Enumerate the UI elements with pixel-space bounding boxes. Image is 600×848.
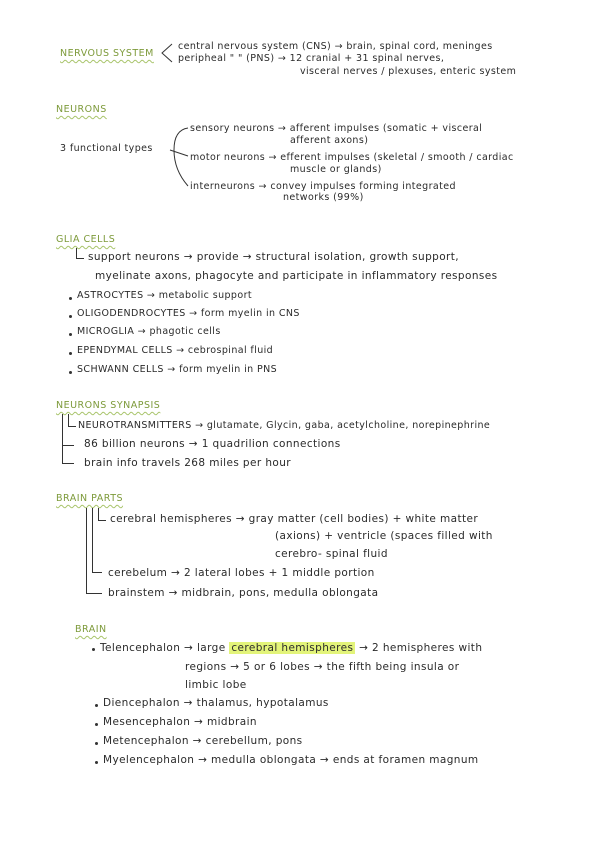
telencephalon-text-end: → 2 hemispheres with	[359, 642, 483, 654]
connector-line	[62, 445, 74, 446]
section-heading-nervous-system: NERVOUS SYSTEM	[60, 48, 154, 59]
bullet-icon	[92, 648, 95, 651]
brace-icon	[160, 42, 174, 64]
glia-item: ASTROCYTES → metabolic support	[77, 290, 252, 301]
section-heading-synapsis: NEURONS SYNAPSIS	[56, 400, 161, 411]
synapsis-item: NEUROTRANSMITTERS → glutamate, Glycin, gaba, acetylcholine, norepinephrine	[78, 420, 491, 431]
connector-line	[98, 520, 106, 521]
connector-line	[68, 414, 69, 426]
telencephalon-text: Telencephalon → large	[100, 642, 226, 654]
cerebral-hemispheres-cont: cerebro- spinal fluid	[275, 548, 388, 560]
synapsis-item: 86 billion neurons → 1 quadrilion connections	[84, 438, 341, 450]
bullet-icon	[69, 333, 72, 336]
synapsis-item: brain info travels 268 miles per hour	[84, 457, 291, 469]
connector-line	[86, 593, 102, 594]
connector-line	[68, 426, 76, 427]
brain-item: Mesencephalon → midbrain	[103, 716, 257, 728]
bullet-icon	[95, 761, 98, 764]
cns-line: central nervous system (CNS) → brain, spinal cord, meninges	[178, 41, 493, 52]
motor-neurons-cont: muscle or glands)	[290, 164, 382, 175]
telencephalon	[100, 642, 482, 654]
branch-arrows-icon	[168, 120, 190, 190]
section-heading-brain: BRAIN	[75, 624, 107, 635]
glia-support-cont: myelinate axons, phagocyte and participate in inflammatory responses	[95, 270, 498, 282]
bullet-icon	[69, 315, 72, 318]
telencephalon-cont: limbic lobe	[185, 679, 247, 691]
brain-item: Myelencephalon → medulla oblongata → ends at foramen magnum	[103, 754, 479, 766]
cerebral-hemispheres: cerebral hemispheres → gray matter (cell bodies) + white matter	[110, 513, 479, 525]
sensory-neurons: sensory neurons → afferent impulses (somatic + visceral	[190, 123, 483, 134]
bullet-icon	[95, 742, 98, 745]
connector-line	[92, 508, 93, 572]
pns-line-cont: visceral nerves / plexuses, enteric system	[300, 66, 517, 77]
brain-item: Metencephalon → cerebellum, pons	[103, 735, 303, 747]
connector-line	[98, 508, 99, 520]
connector-line	[62, 463, 74, 464]
section-heading-brain-parts: BRAIN PARTS	[56, 493, 124, 504]
bullet-icon	[69, 297, 72, 300]
cerebral-hemispheres-cont: (axions) + ventricle (spaces filled with	[275, 530, 493, 542]
interneurons: interneurons → convey impulses forming integrated	[190, 181, 456, 192]
section-heading-glia: GLIA CELLS	[56, 234, 116, 245]
functional-types-label: 3 functional types	[60, 143, 153, 154]
bullet-icon	[69, 371, 72, 374]
connector-line	[76, 258, 84, 259]
bullet-icon	[95, 704, 98, 707]
bullet-icon	[95, 723, 98, 726]
bullet-icon	[69, 352, 72, 355]
glia-support: support neurons → provide → structural isolation, growth support,	[88, 251, 460, 263]
section-heading-neurons: NEURONS	[56, 104, 107, 115]
glia-item: SCHWANN CELLS → form myelin in PNS	[77, 364, 278, 375]
telencephalon-cont: regions → 5 or 6 lobes → the fifth being insula or	[185, 661, 460, 673]
glia-item: MICROGLIA → phagotic cells	[77, 326, 221, 337]
connector-line	[86, 508, 87, 593]
brainstem: brainstem → midbrain, pons, medulla oblongata	[108, 587, 379, 599]
brain-item: Diencephalon → thalamus, hypotalamus	[103, 697, 329, 709]
motor-neurons: motor neurons → efferent impulses (skeletal / smooth / cardiac	[190, 152, 514, 163]
connector-line	[62, 414, 63, 464]
connector-line	[92, 572, 102, 573]
glia-item: EPENDYMAL CELLS → cebrospinal fluid	[77, 345, 274, 356]
connector-line	[76, 248, 77, 258]
glia-item: OLIGODENDROCYTES → form myelin in CNS	[77, 308, 300, 319]
pns-line: peripheal " " (PNS) → 12 cranial + 31 spinal nerves,	[178, 53, 445, 64]
cerebelum: cerebelum → 2 lateral lobes + 1 middle portion	[108, 567, 375, 579]
sensory-neurons-cont: afferent axons)	[290, 135, 369, 146]
highlighted-term: cerebral hemispheres	[231, 642, 354, 654]
interneurons-cont: networks (99%)	[283, 192, 364, 203]
